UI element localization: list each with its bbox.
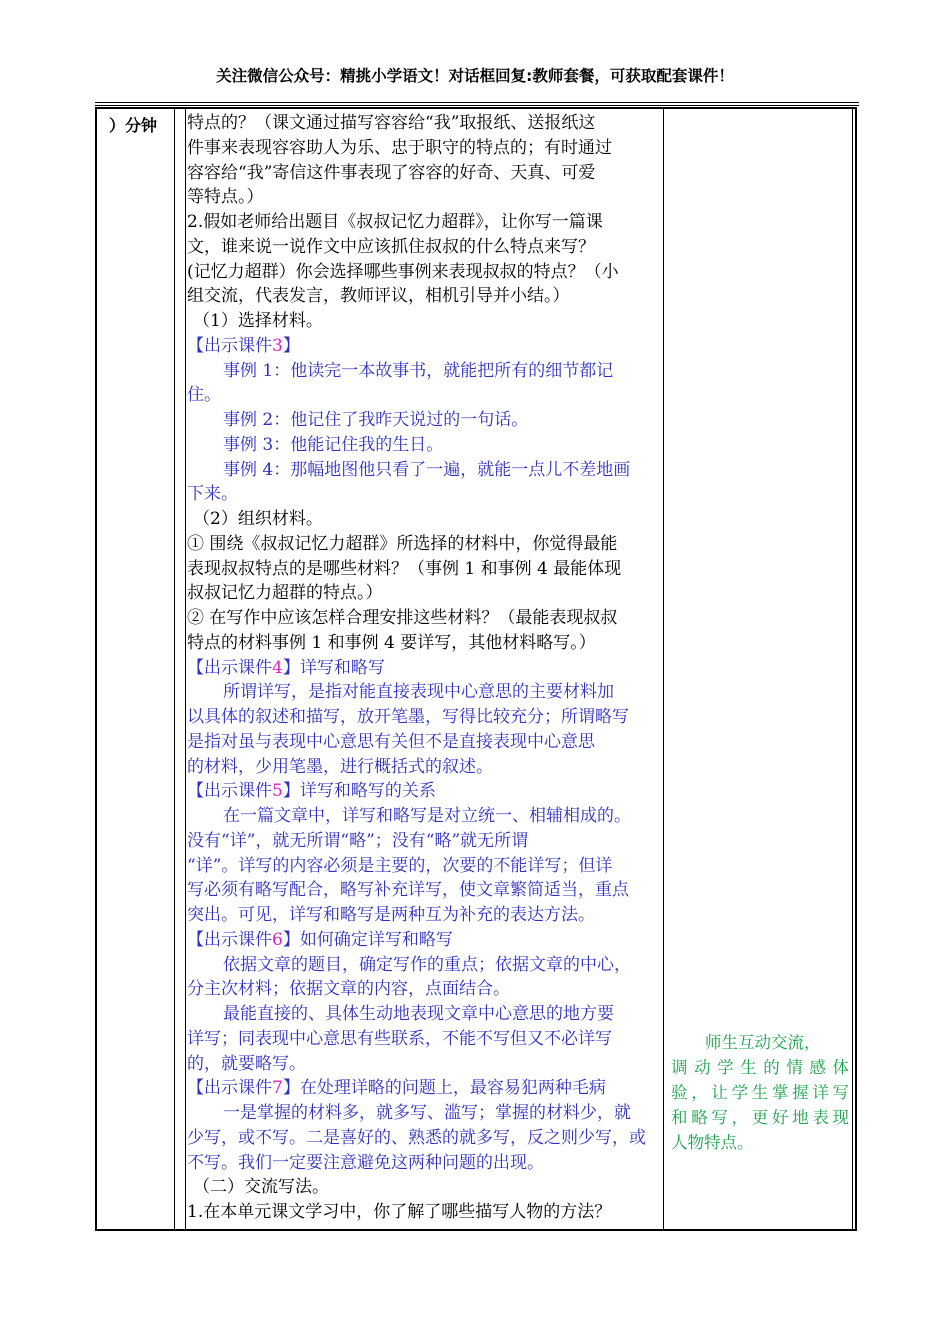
note-line: 师生互动交流，	[705, 1033, 821, 1052]
header-rule	[95, 102, 859, 103]
courseware-tag-end: 】	[282, 781, 300, 802]
line-text: 特点的材料事例 1 和事例 4 要详写，其他材料略写。）	[187, 632, 596, 653]
courseware-number: 6	[272, 929, 283, 950]
content-line	[187, 804, 663, 829]
courseware-number: 3	[272, 335, 283, 356]
line-text: 突出。可见，详写和略写是两种互为补充的表达方法。	[187, 905, 595, 925]
content-line	[187, 1126, 663, 1151]
line-text: （1）选择材料。	[193, 311, 323, 331]
content-line	[187, 383, 663, 408]
content-line	[187, 210, 663, 235]
content-line	[187, 284, 663, 309]
note-line: 人物特点。	[671, 1133, 754, 1152]
courseware-marker-line	[187, 656, 663, 681]
courseware-tag: 【出示课件	[187, 929, 272, 950]
content-line	[187, 359, 663, 384]
courseware-marker-line	[187, 1076, 663, 1101]
line-text: （2）组织材料。	[193, 509, 323, 529]
content-line	[187, 1175, 663, 1200]
line-text: 容容给“我”寄信这件事表现了容容的好奇、天真、可爱	[187, 162, 596, 183]
line-text: ② 在写作中应该怎样合理安排这些材料？（最能表现叔叔	[187, 608, 618, 628]
content-line	[187, 532, 663, 557]
courseware-marker-line	[187, 779, 663, 804]
line-text: 如何确定详写和略写	[299, 929, 453, 950]
content-line	[187, 903, 663, 928]
content-line	[187, 730, 663, 755]
line-text: 下来。	[187, 484, 238, 505]
line-text: 2.假如老师给出题目《叔叔记忆力超群》，让你写一篇课	[187, 212, 603, 232]
line-text: 等特点。）	[187, 187, 264, 208]
page-header: 关注微信公众号：精挑小学语文！对话框回复:教师套餐，可获取配套课件！	[216, 67, 734, 85]
line-text: 表现叔叔特点的是哪些材料？（事例 1 和事例 4 最能体现	[187, 558, 622, 579]
courseware-tag: 【出示课件	[187, 657, 272, 678]
line-text: (记忆力超群）你会选择哪些事例来表现叔叔的特点？（小	[187, 261, 619, 282]
line-text: 的材料，少用笔墨，进行概括式的叙述。	[187, 756, 493, 777]
content-line	[187, 977, 663, 1002]
line-text: 在一篇文章中，详写和略写是对立统一、相辅相成的。	[223, 806, 631, 826]
content-line	[187, 557, 663, 582]
column-divider	[174, 109, 175, 1229]
content-line	[187, 1027, 663, 1052]
design-intent-note	[671, 1030, 849, 1155]
line-text: 最能直接的、具体生动地表现文章中心意思的地方要	[223, 1004, 614, 1024]
content-line	[187, 433, 663, 458]
courseware-tag-end: 】	[282, 929, 300, 950]
courseware-tag-end: 】	[282, 657, 300, 678]
content-line	[187, 408, 663, 433]
content-line	[187, 260, 663, 285]
line-text: 写必须有略写配合，略写补充详写，使文章繁简适当，重点	[187, 880, 629, 901]
line-text: 事例 3：他能记住我的生日。	[223, 434, 444, 455]
line-text: 特点的？（课文通过描写容容给“我”取报纸、送报纸这	[187, 113, 596, 133]
column-divider	[185, 109, 186, 1229]
content-line	[187, 235, 663, 260]
content-line	[187, 161, 663, 186]
line-text: 文，谁来说一说作文中应该抓住叔叔的什么特点来写？	[187, 236, 595, 257]
content-line	[187, 507, 663, 532]
content-line	[187, 309, 663, 334]
line-text: 不写。我们一定要注意避免这两种问题的出现。	[187, 1152, 544, 1173]
content-line	[187, 606, 663, 631]
line-text: “详”。详写的内容必须是主要的，次要的不能详写；但详	[187, 855, 613, 876]
line-text: 详写和略写的关系	[299, 781, 436, 802]
line-text: 依据文章的题目，确定写作的重点；依据文章的中心，	[223, 954, 631, 975]
line-text: 在处理详略的问题上，最容易犯两种毛病	[299, 1078, 606, 1099]
content-line	[187, 1052, 663, 1077]
line-text: 1.在本单元课文学习中，你了解了哪些描写人物的方法？	[187, 1202, 612, 1222]
line-text: 详写和略写	[299, 657, 385, 678]
line-text: 以具体的叙述和描写，放开笔墨，写得比较充分；所谓略写	[187, 707, 629, 727]
line-text: 少写，或不写。二是喜好的、熟悉的就多写，反之则少写，或	[187, 1127, 646, 1148]
content-line	[187, 458, 663, 483]
line-text: 分主次材料；依据文章的内容，点面结合。	[187, 979, 510, 1000]
line-text: 叔叔记忆力超群的特点。）	[187, 583, 383, 604]
content-line	[187, 1002, 663, 1027]
line-text: 组交流，代表发言，教师评议，相机引导并小结。）	[187, 286, 570, 307]
content-line	[187, 878, 663, 903]
content-line	[187, 185, 663, 210]
content-line	[187, 854, 663, 879]
courseware-marker-line	[187, 334, 663, 359]
courseware-number: 7	[272, 1078, 283, 1099]
line-text: （二）交流写法。	[193, 1177, 329, 1198]
lesson-table	[95, 107, 857, 1231]
line-text: 事例 2：他记住了我昨天说过的一句话。	[223, 410, 529, 430]
courseware-tag-end: 】	[282, 335, 300, 356]
note-line: 和略写，更好地表现	[671, 1108, 849, 1127]
courseware-tag: 【出示课件	[187, 335, 272, 356]
lesson-content	[187, 111, 663, 1225]
line-text: 事例 1：他读完一本故事书，就能把所有的细节都记	[223, 360, 614, 381]
content-line	[187, 1151, 663, 1176]
courseware-tag: 【出示课件	[187, 781, 272, 802]
content-line	[187, 1101, 663, 1126]
content-line	[187, 482, 663, 507]
content-line	[187, 631, 663, 656]
line-text: 所谓详写，是指对能直接表现中心意思的主要材料加	[223, 682, 614, 703]
courseware-tag-end: 】	[282, 1078, 300, 1099]
courseware-number: 4	[272, 657, 283, 678]
content-line	[187, 1200, 663, 1225]
line-text: 的，就要略写。	[187, 1053, 306, 1074]
content-line	[187, 136, 663, 161]
header-rule-inner	[95, 105, 859, 106]
note-line: 验，让学生掌握详写	[671, 1083, 849, 1102]
time-label: ）分钟	[109, 116, 158, 135]
column-divider	[663, 109, 664, 1229]
content-line	[187, 705, 663, 730]
courseware-tag: 【出示课件	[187, 1078, 272, 1099]
content-line	[187, 111, 663, 136]
content-line	[187, 581, 663, 606]
content-line	[187, 680, 663, 705]
content-line	[187, 829, 663, 854]
courseware-number: 5	[272, 781, 283, 802]
line-text: 是指对虽与表现中心意思有关但不是直接表现中心意思	[187, 731, 595, 752]
note-line: 调动学生的情感体	[671, 1058, 849, 1077]
line-text: 一是掌握的材料多，就多写、滥写；掌握的材料少，就	[223, 1103, 631, 1123]
line-text: 住。	[187, 385, 221, 406]
line-text: ① 围绕《叔叔记忆力超群》所选择的材料中，你觉得最能	[187, 533, 618, 554]
courseware-marker-line	[187, 928, 663, 953]
content-line	[187, 953, 663, 978]
content-line	[187, 755, 663, 780]
column-divider	[852, 109, 853, 1229]
line-text: 详写；同表现中心意思有些联系，不能不写但又不必详写	[187, 1028, 612, 1049]
line-text: 件事来表现容容助人为乐、忠于职守的特点的；有时通过	[187, 137, 612, 158]
line-text: 事例 4：那幅地图他只看了一遍，就能一点儿不差地画	[223, 459, 631, 480]
line-text: 没有“详”，就无所谓“略”；没有“略”就无所谓	[187, 830, 529, 851]
